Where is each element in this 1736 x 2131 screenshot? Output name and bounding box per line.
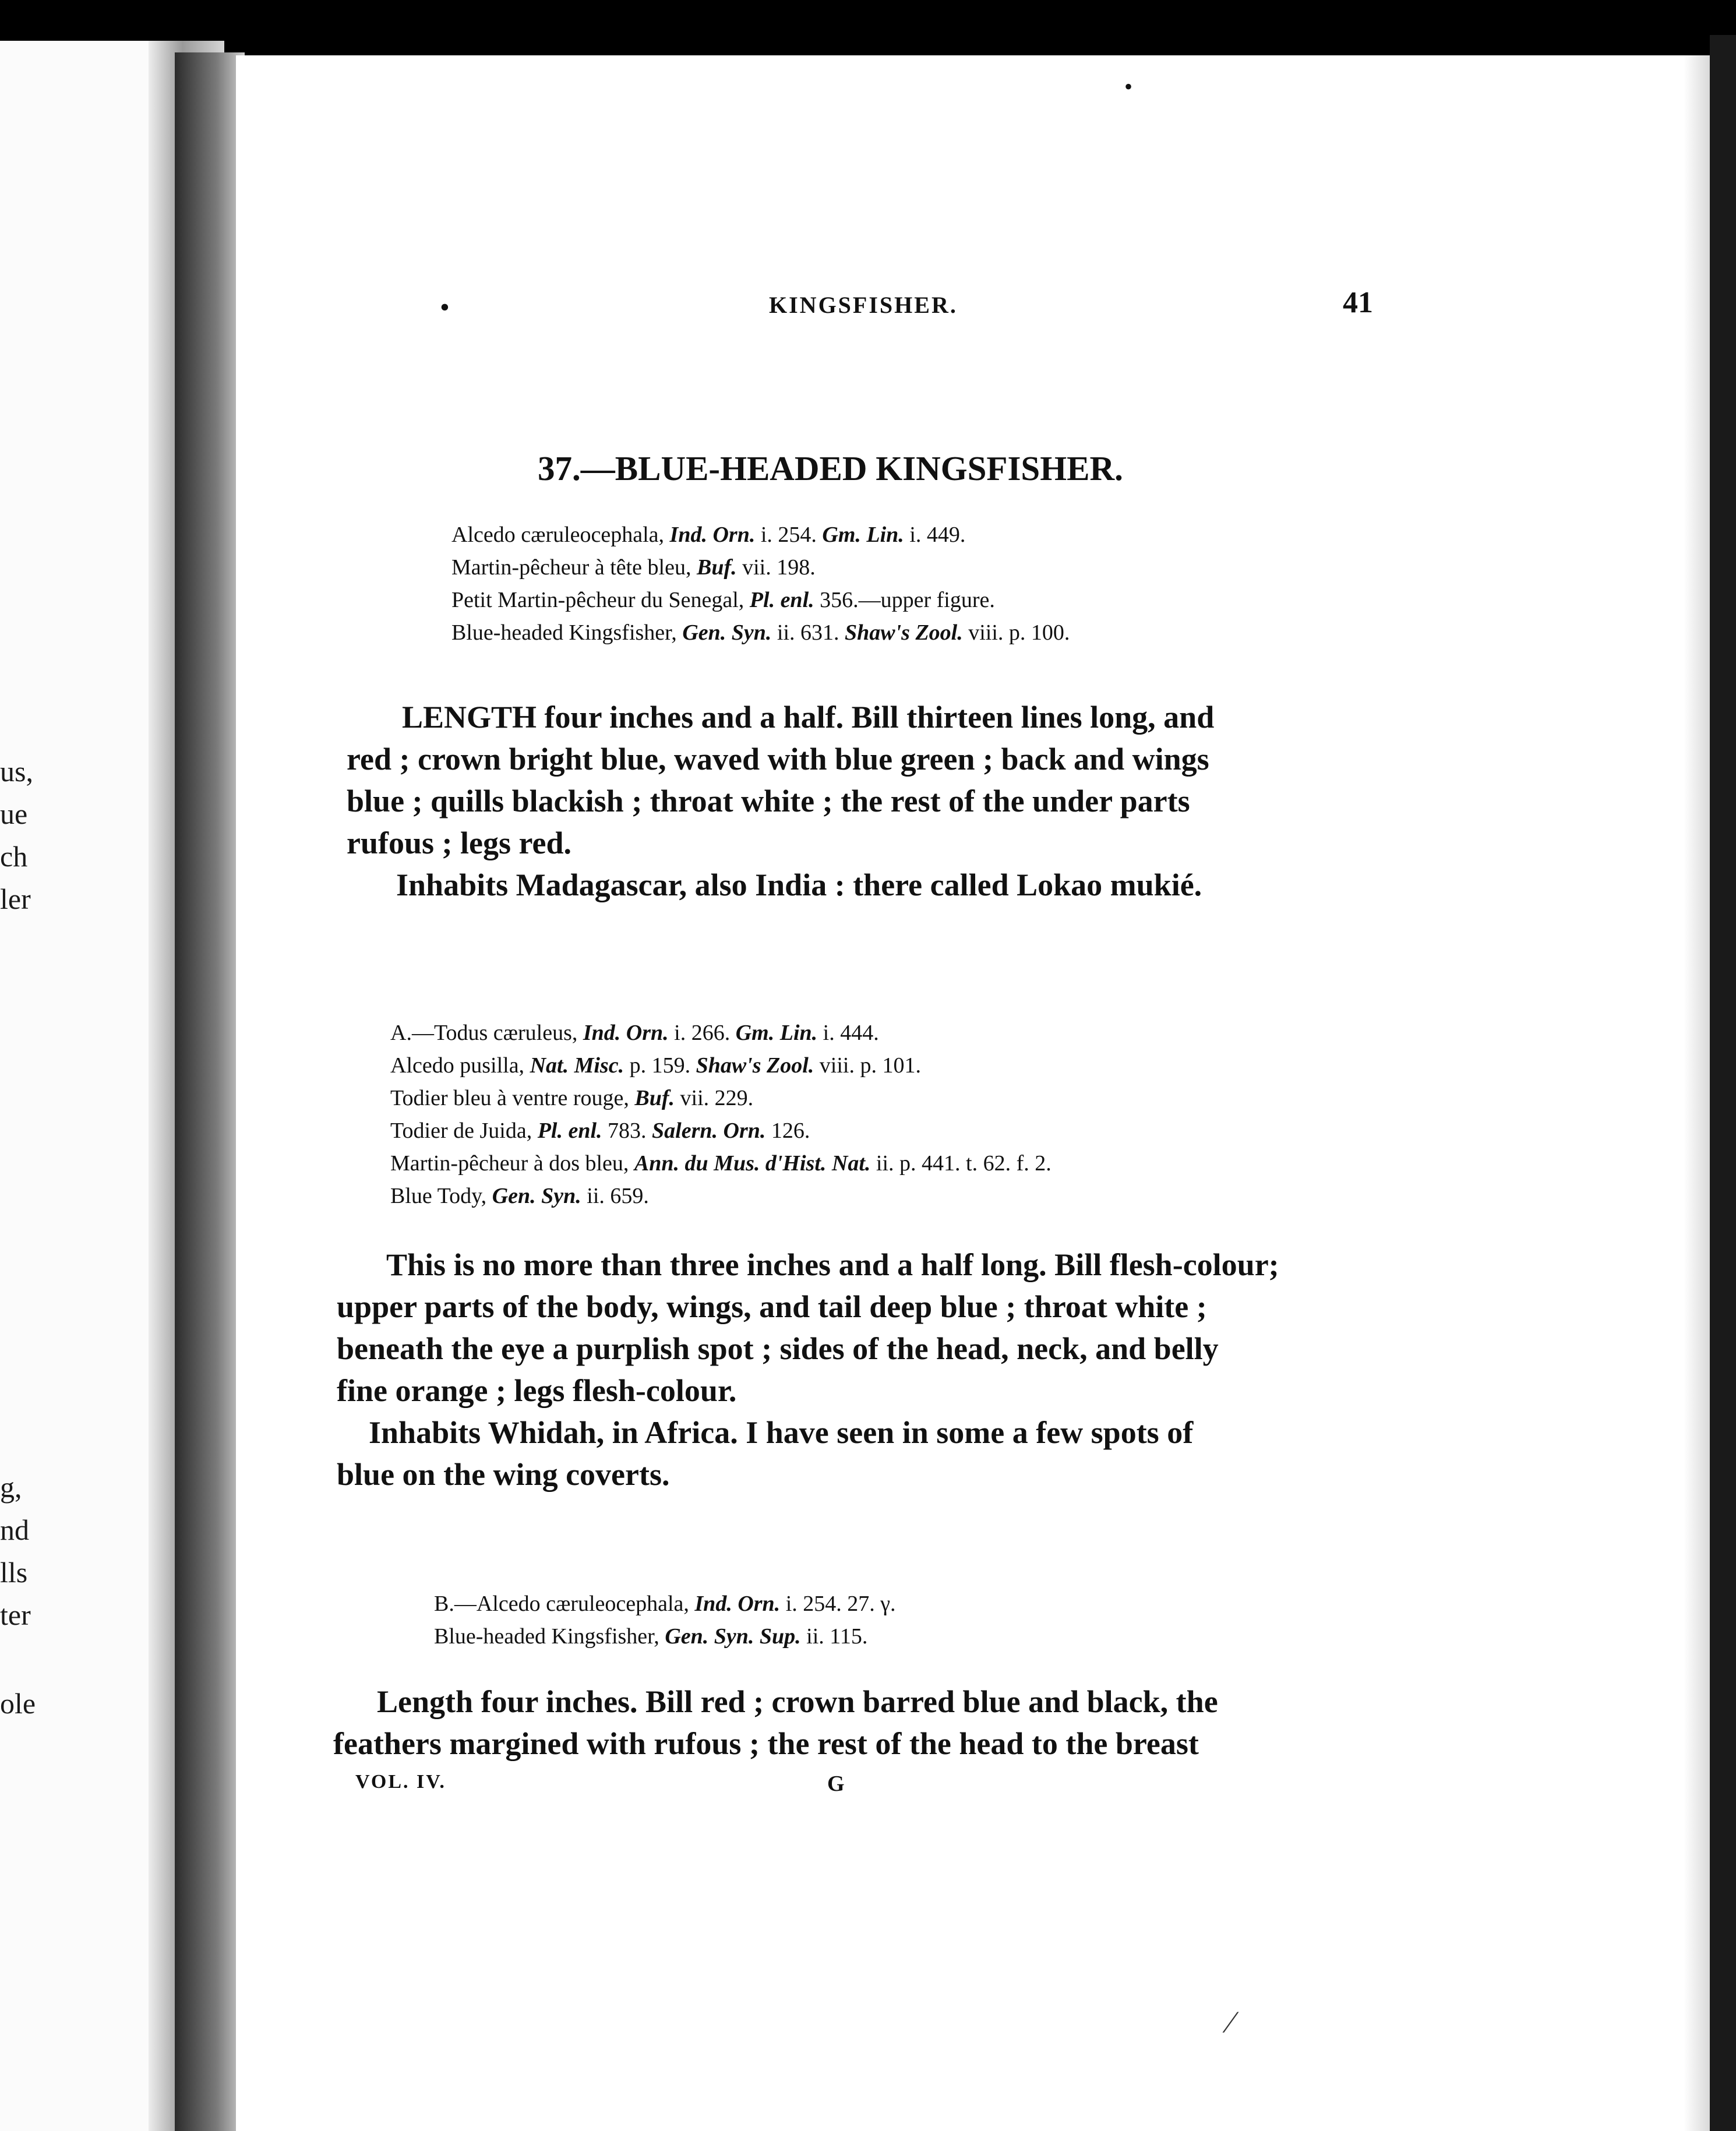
text-line: blue ; quills blackish ; throat white ; the rest of the under parts — [347, 784, 1190, 818]
left-page-fragment: lls — [0, 1556, 28, 1589]
running-head: KINGSFISHER. — [769, 292, 958, 318]
synonym-list-variety-b — [434, 1587, 896, 1653]
left-page-fragment: g, — [0, 1471, 22, 1504]
text-line: This is no more than three inches and a half long. Bill flesh-colour; — [386, 1247, 1279, 1282]
synonym-list-main — [451, 518, 1070, 649]
text-line: rufous ; legs red. — [347, 825, 571, 860]
entry-title: 37.—BLUE-HEADED KINGSFISHER. — [538, 449, 1123, 488]
description-main — [347, 696, 1214, 906]
book-gutter — [175, 52, 245, 2131]
header-mark: • — [440, 292, 450, 323]
description-variety-a — [337, 1244, 1279, 1495]
text-line: upper parts of the body, wings, and tail deep blue ; throat white ; — [337, 1289, 1207, 1324]
left-page-fragment: ler — [0, 883, 31, 915]
synonym-line: Martin-pêcheur à dos bleu, Ann. du Mus. d'Hist. Nat. ii. p. 441. t. 62. f. 2. — [390, 1151, 1052, 1176]
habitat-line: Inhabits Whidah, in Africa. I have seen in some a few spots of — [369, 1415, 1194, 1450]
left-page-fragment: ole — [0, 1687, 36, 1720]
page-number: 41 — [1343, 286, 1373, 319]
left-page-fragment: us, — [0, 755, 33, 788]
text-line: fine orange ; legs flesh-colour. — [337, 1373, 737, 1408]
habitat-line: blue on the wing coverts. — [337, 1457, 670, 1492]
page-edge — [1684, 55, 1710, 2131]
synonym-list-variety-a — [390, 1017, 1052, 1212]
habitat-line: Inhabits Madagascar, also India : there called Lokao mukié. — [396, 867, 1202, 902]
volume-signature: VOL. IV. — [355, 1771, 446, 1793]
text-line: LENGTH four inches and a half. Bill thirteen lines long, and — [402, 700, 1215, 735]
text-line: feathers margined with rufous ; the rest of the head to the breast — [333, 1726, 1199, 1761]
left-page-fragment: nd — [0, 1513, 29, 1546]
synonym-line: Petit Martin-pêcheur du Senegal, Pl. enl. 356.—upper figure. — [451, 588, 995, 612]
synonym-line: A.—Todus cæruleus, Ind. Orn. i. 266. Gm. Lin. i. 444. — [390, 1021, 879, 1045]
left-page-fragment: ch — [0, 840, 28, 873]
gathering-signature: G — [827, 1772, 845, 1796]
synonym-line: Alcedo cæruleocephala, Ind. Orn. i. 254. Gm. Lin. i. 449. — [451, 523, 966, 547]
synonym-line: Blue Tody, Gen. Syn. ii. 659. — [390, 1184, 649, 1208]
synonym-line: B.—Alcedo cæruleocephala, Ind. Orn. i. 254. 27. γ. — [434, 1592, 896, 1616]
scan-border — [1710, 35, 1736, 2131]
text-line: Length four inches. Bill red ; crown barred blue and black, the — [377, 1684, 1218, 1719]
left-page-fragment: ter — [0, 1599, 31, 1631]
synonym-line: Blue-headed Kingsfisher, Gen. Syn. ii. 631. Shaw's Zool. viii. p. 100. — [451, 620, 1070, 645]
synonym-line: Todier de Juida, Pl. enl. 783. Salern. Orn. 126. — [390, 1119, 810, 1143]
left-page-fragment: ue — [0, 798, 28, 830]
text-line: beneath the eye a purplish spot ; sides of the head, neck, and belly — [337, 1331, 1219, 1366]
ink-dot: • — [1124, 73, 1133, 100]
synonym-line: Todier bleu à ventre rouge, Buf. vii. 229. — [390, 1086, 754, 1110]
synonym-line: Blue-headed Kingsfisher, Gen. Syn. Sup. ii. 115. — [434, 1624, 868, 1649]
text-line: red ; crown bright blue, waved with blue green ; back and wings — [347, 742, 1209, 777]
ink-stroke-mark: ∕ — [1228, 2005, 1234, 2040]
description-variety-b — [333, 1681, 1218, 1765]
synonym-line: Alcedo pusilla, Nat. Misc. p. 159. Shaw's Zool. viii. p. 101. — [390, 1053, 921, 1078]
synonym-line: Martin-pêcheur à tête bleu, Buf. vii. 198. — [451, 555, 816, 580]
